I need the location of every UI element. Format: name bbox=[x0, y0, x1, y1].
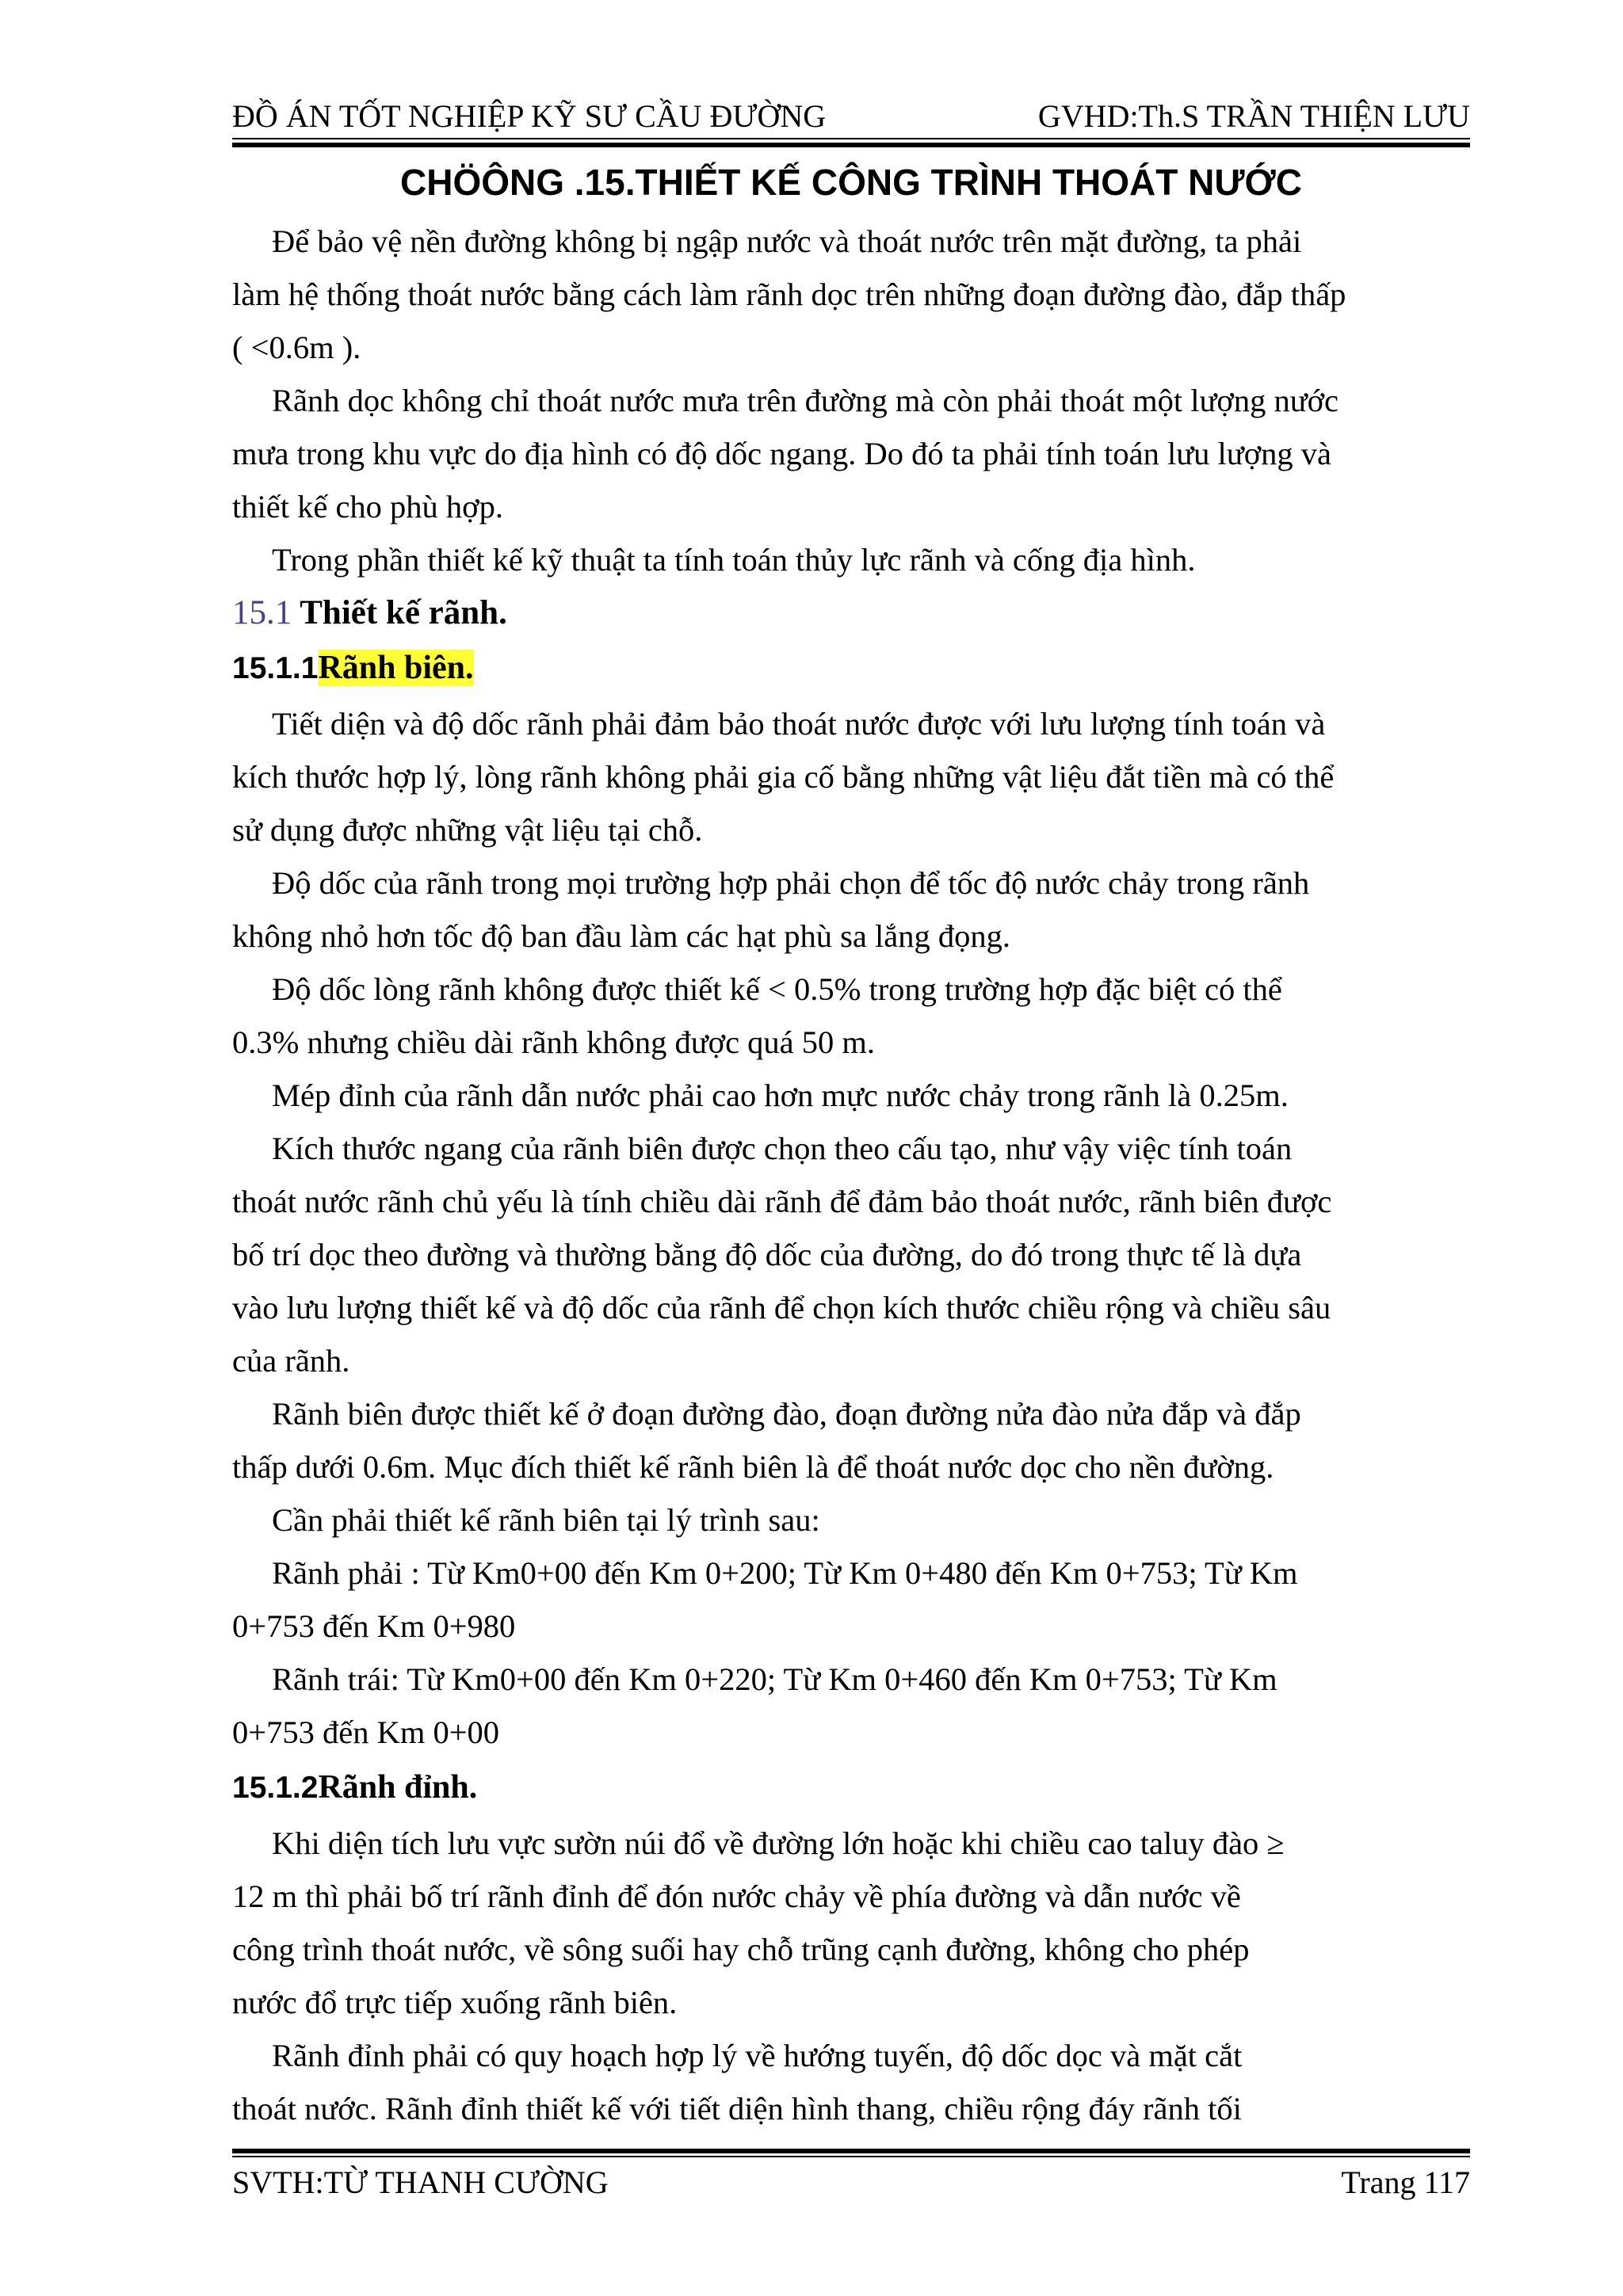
footer-rule-thick bbox=[232, 2149, 1470, 2153]
intro-p2-line: thiết kế cho phù hợp. bbox=[232, 489, 503, 524]
ranh-bien-p3-line: Độ dốc lòng rãnh không được thiết kế < 0.5% trong trường hợp đặc biệt có thể bbox=[272, 971, 1282, 1007]
ranh-bien-p5-line: Kích thước ngang của rãnh biên được chọn theo cấu tạo, như vậy việc tính toán bbox=[272, 1131, 1293, 1166]
ranh-bien-p1-line: sử dụng được những vật liệu tại chỗ. bbox=[232, 812, 703, 848]
ranh-bien-p1-line: kích thước hợp lý, lòng rãnh không phải gia cố bằng những vật liệu đắt tiền mà có thể bbox=[232, 759, 1335, 795]
ranh-bien-p4-line: Mép đỉnh của rãnh dẫn nước phải cao hơn mực nước chảy trong rãnh là 0.25m. bbox=[272, 1077, 1289, 1113]
ranh-dinh-p1-line: công trình thoát nước, về sông suối hay chỗ trũng cạnh đường, không cho phép bbox=[232, 1932, 1250, 1967]
ranh-trai-line: 0+753 đến Km 0+00 bbox=[232, 1714, 500, 1750]
ranh-dinh-p2-line: thoát nước. Rãnh đỉnh thiết kế với tiết diện hình thang, chiều rộng đáy rãnh tối bbox=[232, 2091, 1242, 2126]
subsection-number: 15.1.2 bbox=[232, 1771, 319, 1805]
intro-p3-line: Trong phần thiết kế kỹ thuật ta tính toán thủy lực rãnh và cống địa hình. bbox=[272, 542, 1196, 578]
subsection-title: Rãnh đỉnh. bbox=[318, 1769, 478, 1806]
header-advisor: GVHD:Th.S TRẦN THIỆN LƯU bbox=[1037, 98, 1470, 134]
ranh-dinh-p1-line: 12 m thì phải bố trí rãnh đỉnh để đón nước chảy về phía đường và dẫn nước về bbox=[232, 1878, 1241, 1914]
page-number: Trang 117 bbox=[1341, 2164, 1470, 2200]
intro-p2-line: Rãnh dọc không chỉ thoát nước mưa trên đường mà còn phải thoát một lượng nước bbox=[272, 383, 1339, 418]
chapter-title: CHÖÔNG .15.THIẾT KẾ CÔNG TRÌNH THOÁT NƯỚC bbox=[400, 162, 1302, 203]
ranh-bien-p2-line: Độ dốc của rãnh trong mọi trường hợp phải chọn để tốc độ nước chảy trong rãnh bbox=[272, 865, 1310, 901]
intro-p1-line: ( <0.6m ). bbox=[232, 330, 361, 365]
subsection-number: 15.1.1 bbox=[232, 651, 319, 685]
ranh-trai-line: Rãnh trái: Từ Km0+00 đến Km 0+220; Từ Km 0+460 đến Km 0+753; Từ Km bbox=[272, 1661, 1277, 1697]
ranh-dinh-p1-line: nước đổ trực tiếp xuống rãnh biên. bbox=[232, 1985, 678, 2020]
page-footer bbox=[232, 2163, 1470, 2203]
ranh-bien-p6-line: Rãnh biên được thiết kế ở đoạn đường đào, đoạn đường nửa đào nửa đắp và đắp bbox=[272, 1396, 1301, 1432]
subsection-title-highlighted: Rãnh biên. bbox=[318, 650, 474, 686]
section-heading-15-1-1 bbox=[232, 648, 1470, 688]
ranh-phai-line: 0+753 đến Km 0+980 bbox=[232, 1608, 516, 1644]
ranh-bien-p2-line: không nhỏ hơn tốc độ ban đầu làm các hạt phù sa lắng đọng. bbox=[232, 918, 1010, 954]
section-number: 15.1 bbox=[232, 594, 292, 631]
ranh-bien-p5-line: vào lưu lượng thiết kế và độ dốc của rãnh để chọn kích thước chiều rộng và chiều sâu bbox=[232, 1290, 1331, 1325]
footer-student-name: SVTH:TỪ THANH CƯỜNG bbox=[232, 2164, 609, 2200]
intro-p2-line: mưa trong khu vực do địa hình có độ dốc ngang. Do đó ta phải tính toán lưu lượng và bbox=[232, 436, 1331, 471]
ranh-dinh-p1-line: Khi diện tích lưu vực sườn núi đổ về đường lớn hoặc khi chiều cao taluy đào ≥ bbox=[272, 1825, 1285, 1861]
header-project-title: ĐỒ ÁN TỐT NGHIỆP KỸ SƯ CẦU ĐƯỜNG bbox=[232, 98, 827, 134]
section-heading-15-1 bbox=[232, 593, 1470, 633]
ranh-phai-line: Rãnh phải : Từ Km0+00 đến Km 0+200; Từ Km 0+480 đến Km 0+753; Từ Km bbox=[272, 1555, 1298, 1591]
ranh-dinh-p2-line: Rãnh đỉnh phải có quy hoạch hợp lý về hướng tuyến, độ dốc dọc và mặt cắt bbox=[272, 2038, 1243, 2073]
section-title: Thiết kế rãnh. bbox=[300, 594, 507, 631]
header-rule-thick bbox=[232, 143, 1470, 147]
section-heading-15-1-2 bbox=[232, 1768, 1470, 1808]
header-rule-thin bbox=[232, 138, 1470, 139]
ranh-bien-p5-line: bố trí dọc theo đường và thường bằng độ dốc của đường, do đó trong thực tế là dựa bbox=[232, 1237, 1302, 1272]
ranh-bien-p3-line: 0.3% nhưng chiều dài rãnh không được quá 50 m. bbox=[232, 1024, 876, 1060]
ranh-bien-p7-line: Cần phải thiết kế rãnh biên tại lý trình sau: bbox=[272, 1502, 820, 1538]
ranh-bien-p6-line: thấp dưới 0.6m. Mục đích thiết kế rãnh biên là để thoát nước dọc cho nền đường. bbox=[232, 1449, 1274, 1485]
ranh-bien-p5-line: thoát nước rãnh chủ yếu là tính chiều dài rãnh để đảm bảo thoát nước, rãnh biên được bbox=[232, 1184, 1332, 1219]
page-header bbox=[232, 97, 1470, 136]
ranh-bien-p5-line: của rãnh. bbox=[232, 1343, 350, 1379]
ranh-bien-p1-line: Tiết diện và độ dốc rãnh phải đảm bảo thoát nước được với lưu lượng tính toán và bbox=[272, 706, 1326, 742]
intro-p1-line: làm hệ thống thoát nước bằng cách làm rãnh dọc trên những đoạn đường đào, đắp thấp bbox=[232, 277, 1346, 312]
footer-rule-thin bbox=[232, 2156, 1470, 2157]
intro-p1-line: Để bảo vệ nền đường không bị ngập nước và thoát nước trên mặt đường, ta phải bbox=[272, 223, 1302, 259]
